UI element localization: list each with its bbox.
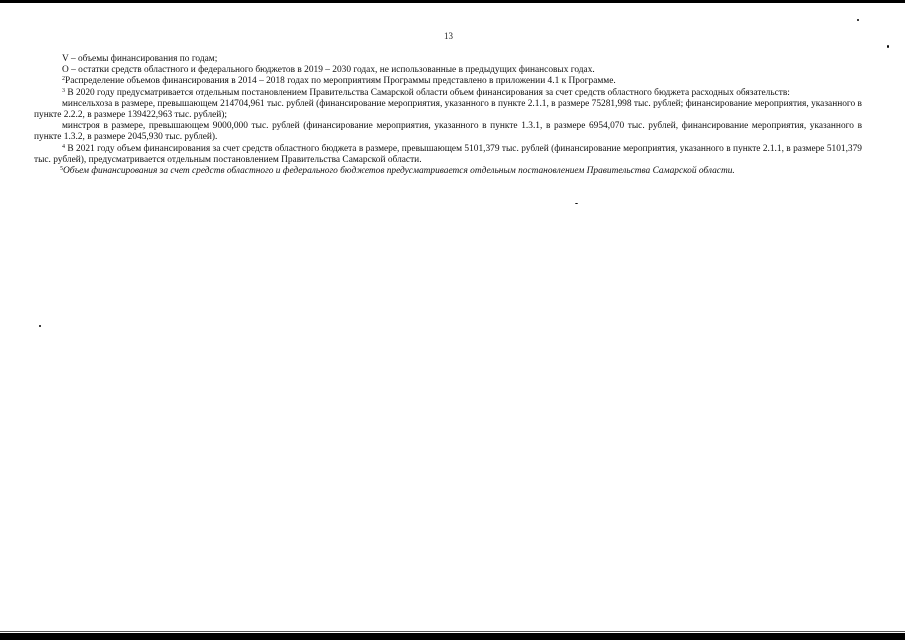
footnote-2-text: Распределение объемов финансирования в 2014 – 2018 годах по мероприятиям Программы представлено в приложении 4.1 к Программе. — [65, 76, 616, 87]
page-number: 13 — [444, 31, 453, 41]
scan-speck — [575, 203, 578, 204]
legend-v-definition: V – объемы финансирования по годам; — [62, 54, 218, 64]
scan-speck — [39, 325, 41, 327]
footnote-4-text: В 2021 году объем финансирования за счет средств областного бюджета в размере, превышающем 5101,379 тыс. рублей (финансирование мероприятия, указанного в пункте 2.1.1, в размере 5101,379 тыс. рублей), предусматривается отдельным постановлением Правительства Самарской области. — [34, 143, 862, 165]
footnote-3 — [34, 88, 862, 99]
footnote-2 — [34, 76, 862, 87]
footnote-3-item-minselkhoz: минсельхоза в размере, превышающем 214704,961 тыс. рублей (финансирование мероприятия, указанного в пункте 2.1.1, в размере 75281,998 тыс. рублей; финансирование мероприятия, указанного в пункте 2.2.2, в размере 139422,963 тыс. рублей); — [34, 98, 862, 121]
footnote-5-text: Объем финансирования за счет средств областного и федерального бюджетов предусматривается отдельным постановлением Правительства Самарской области. — [63, 166, 735, 177]
footnote-3-mark: 3 — [62, 87, 65, 94]
legend-o-definition: О – остатки средств областного и федерального бюджетов в 2019 – 2030 годах, не использованные в предыдущих финансовых годах. — [62, 65, 595, 76]
footnote-2-mark: 2 — [62, 76, 65, 83]
scan-speck — [857, 19, 859, 21]
footnote-3-text: В 2020 году предусматривается отдельным постановлением Правительства Самарской области объем финансирования за счет средств областного бюджета расходных обязательств: — [67, 87, 790, 98]
footnotes-block — [34, 54, 862, 177]
footnote-5 — [34, 166, 862, 177]
footnote-4-mark: 4 — [62, 143, 65, 150]
scan-speck — [887, 45, 889, 48]
scan-border-top — [0, 0, 905, 3]
scan-border-bottom — [0, 633, 905, 640]
footnote-3-item-minstroy: минстроя в размере, превышающем 9000,000 тыс. рублей (финансирование мероприятия, указанного в пункте 1.3.1, в размере 6954,070 тыс. рублей, финансирование мероприятия, указанного в пункте 1.3.2, в размере 2045,930 тыс. рублей). — [34, 121, 862, 143]
footnote-5-mark: 5 — [60, 166, 63, 173]
footnote-4 — [34, 144, 862, 166]
